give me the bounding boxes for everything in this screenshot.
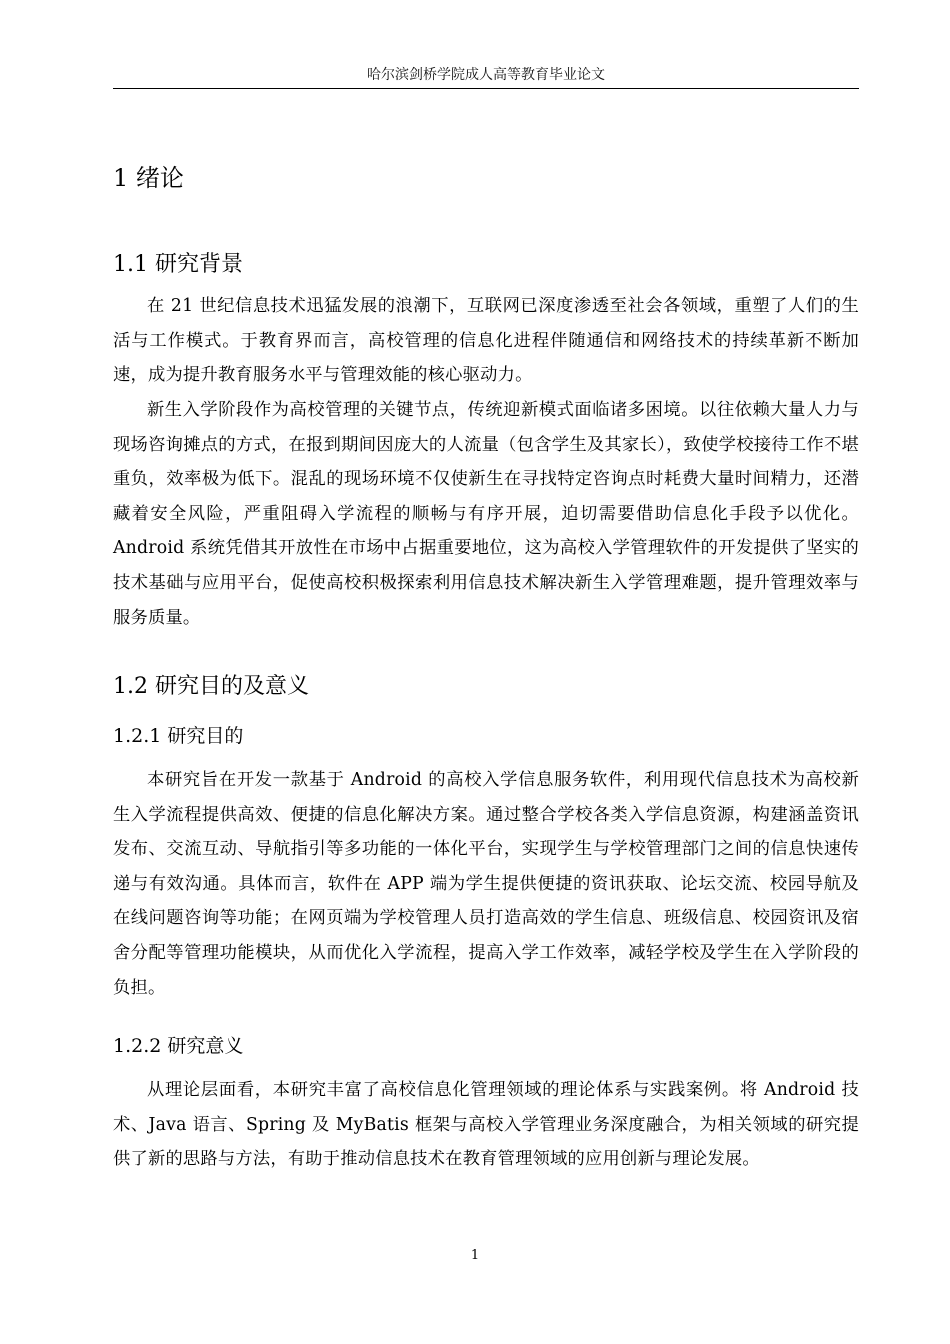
- section-title-purpose-significance: 1.2 研究目的及意义: [113, 674, 309, 699]
- subsection-title-purpose: 1.2.1 研究目的: [113, 725, 244, 747]
- running-header: 哈尔滨剑桥学院成人高等教育毕业论文: [367, 67, 605, 83]
- page-number: 1: [470, 1248, 480, 1263]
- paragraph-background-2: 新生入学阶段作为高校管理的关键节点，传统迎新模式面临诸多困境。以往依赖大量人力与现场咨询摊点的方式，在报到期间因庞大的人流量（包含学生及其家长），致使学校接待工作不堪重负，效率极为低下。混乱的现场环境不仅使新生在寻找特定咨询点时耗费大量时间精力，还潜藏着安全风险，严重阻碍入学流程的顺畅与有序开展，迫切需要借助信息化手段予以优化。Android 系统凭借其开放性在市场中占据重要地位，这为高校入学管理软件的开发提供了坚实的技术基础与应用平台，促使高校积极探索利用信息技术解决新生入学管理难题，提升管理效率与服务质量。: [113, 400, 859, 628]
- paragraph-purpose: 本研究旨在开发一款基于 Android 的高校入学信息服务软件，利用现代信息技术为高校新生入学流程提供高效、便捷的信息化解决方案。通过整合学校各类入学信息资源，构建涵盖资讯发布、交流互动、导航指引等多功能的一体化平台，实现学生与学校管理部门之间的信息快速传递与有效沟通。具体而言，软件在 APP 端为学生提供便捷的资讯获取、论坛交流、校园导航及在线问题咨询等功能；在网页端为学校管理人员打造高效的学生信息、班级信息、校园资讯及宿舍分配等管理功能模块，从而优化入学流程，提高入学工作效率，减轻学校及学生在入学阶段的负担。: [113, 770, 859, 998]
- paragraph-background-1: 在 21 世纪信息技术迅猛发展的浪潮下，互联网已深度渗透至社会各领域，重塑了人们的生活与工作模式。于教育界而言，高校管理的信息化进程伴随通信和网络技术的持续革新不断加速，成为提升教育服务水平与管理效能的核心驱动力。: [113, 296, 859, 386]
- chapter-title: 1 绪论: [113, 164, 184, 192]
- subsection-title-significance: 1.2.2 研究意义: [113, 1035, 244, 1057]
- paragraph-significance: 从理论层面看，本研究丰富了高校信息化管理领域的理论体系与实践案例。将 Android 技术、Java 语言、Spring 及 MyBatis 框架与高校入学管理业务深度融合，为相关领域的研究提供了新的思路与方法，有助于推动信息技术在教育管理领域的应用创新与理论发展。: [113, 1080, 859, 1170]
- section-title-research-background: 1.1 研究背景: [113, 252, 243, 277]
- header-rule: [113, 88, 859, 89]
